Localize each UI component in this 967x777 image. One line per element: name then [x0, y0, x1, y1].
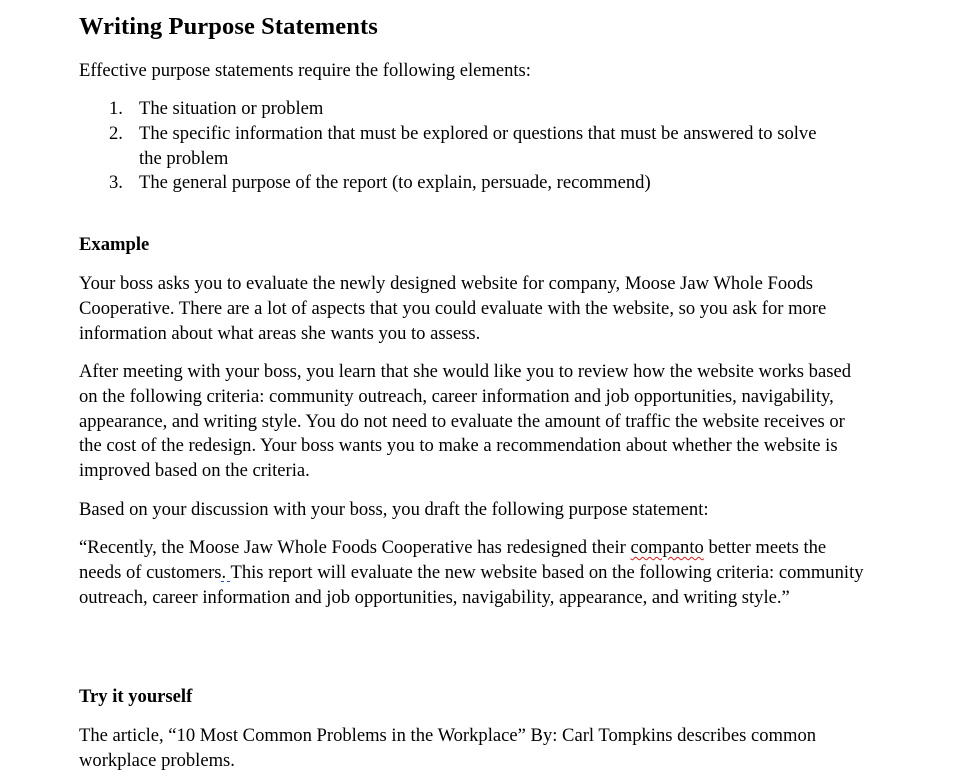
try-it-heading: Try it yourself — [79, 686, 193, 707]
list-item-text: The general purpose of the report (to explain, persuade, recommend) — [139, 172, 651, 194]
example-paragraph-1: Your boss asks you to evaluate the newly designed website for company, Moose Jaw Whole Foods Cooperative. There are a lot of aspects that you could evaluate with the website, so you ask for more information about what areas she wants you to assess. — [79, 273, 827, 344]
intro-paragraph: Effective purpose statements require the following elements: — [79, 60, 531, 81]
page-title: Writing Purpose Statements — [79, 13, 378, 40]
purpose-statement-quote — [79, 536, 869, 610]
example-paragraph-3: Based on your discussion with your boss, you draft the following purpose statement: — [79, 499, 709, 520]
elements-list — [79, 97, 869, 196]
list-item-text: The specific information that must be explored or questions that must be answered to solve the problem — [139, 122, 817, 169]
list-item — [79, 171, 829, 196]
quote-text-1: “Recently, the Moose Jaw Whole Foods Cooperative has redesigned their — [79, 537, 631, 558]
example-heading: Example — [79, 234, 150, 255]
list-number: 3. — [109, 172, 123, 194]
list-number: 2. — [109, 122, 123, 144]
list-item-text: The situation or problem — [139, 98, 324, 119]
try-it-paragraph: The article, “10 Most Common Problems in the Workplace” By: Carl Tompkins describes common workplace problems. — [79, 725, 817, 771]
list-item — [79, 122, 829, 172]
quote-text-3: This report will evaluate the new website based on the following criteria: community outreach, career information and job opportunities, navigability, appearance, and writing style.” — [79, 561, 864, 608]
grammar-flag[interactable]: . — [221, 561, 231, 583]
list-item — [79, 97, 829, 122]
misspelled-word[interactable]: companto — [630, 537, 704, 558]
example-paragraph-2: After meeting with your boss, you learn that she would like you to review how the website works based on the following criteria: community outreach, career information and job opportunities, navigability, appearance, and writing style. You do not need to evaluate the amount of traffic the website receives or the cost of the redesign. Your boss wants you to make a recommendation about whether the website is improved based on the criteria. — [79, 361, 851, 482]
quote-text-2: better meets the needs of customers — [79, 537, 827, 583]
list-number: 1. — [109, 98, 123, 119]
